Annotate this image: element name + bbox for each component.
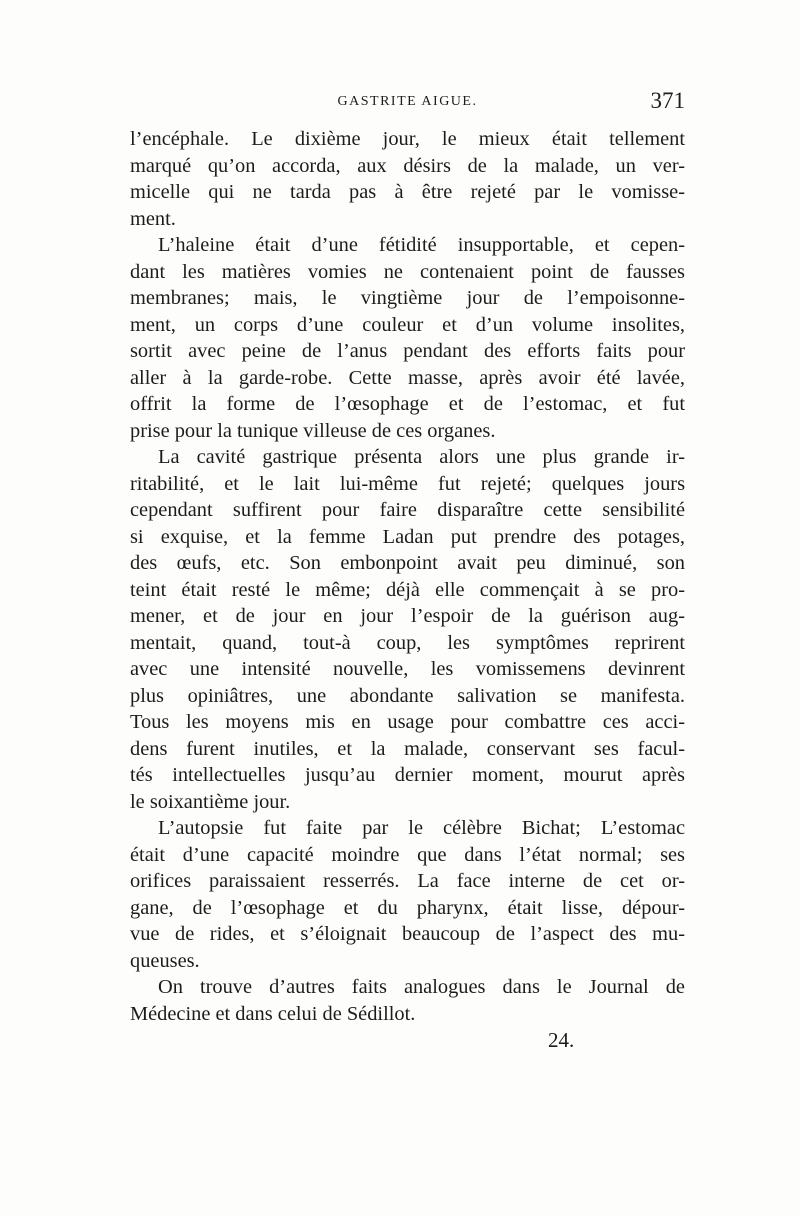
text-line: tés intellectuelles jusqu’au dernier moment, mourut après <box>130 764 685 786</box>
paragraph-text <box>130 126 685 1027</box>
text-line: Tous les moyens mis en usage pour combattre ces acci- <box>130 711 685 733</box>
text-line: ment, un corps d’une couleur et d’un volume insolites, <box>130 313 685 336</box>
text-line: ment. <box>130 207 176 230</box>
text-line: queuses. <box>130 949 200 972</box>
text-line: des œufs, etc. Son embonpoint avait peu diminué, son <box>130 552 685 574</box>
text-line: aller à la garde-robe. Cette masse, après avoir été lavée, <box>130 366 685 389</box>
text-line: L’haleine était d’une fétidité insupportable, et cepen- <box>158 234 685 256</box>
text-line: On trouve d’autres faits analogues dans le Journal de <box>158 976 685 998</box>
text-line: micelle qui ne tarda pas à être rejeté par le vomisse- <box>130 181 685 203</box>
page-header <box>130 88 685 120</box>
text-line: plus opiniâtres, une abondante salivation se manifesta. <box>130 684 685 707</box>
text-line: La cavité gastrique présenta alors une plus grande ir- <box>158 446 685 468</box>
text-line: dant les matières vomies ne contenaient point de fausses <box>130 260 685 283</box>
text-line: prise pour la tunique villeuse de ces organes. <box>130 419 496 442</box>
text-line: l’encéphale. Le dixième jour, le mieux était tellement <box>130 128 685 150</box>
text-line: le soixantième jour. <box>130 790 291 813</box>
text-line: gane, de l’œsophage et du pharynx, était lisse, dépour- <box>130 896 685 919</box>
text-line: membranes; mais, le vingtième jour de l’empoisonne- <box>130 287 685 309</box>
text-line: Médecine et dans celui de Sédillot. <box>130 1002 416 1025</box>
text-line: teint était resté le même; déjà elle commençait à se pro- <box>130 578 685 601</box>
text-line: avec une intensité nouvelle, les vomissemens devinrent <box>130 658 685 680</box>
body-text <box>130 126 685 1027</box>
text-line: marqué qu’on accorda, aux désirs de la malade, un ver- <box>130 154 685 177</box>
text-line: mener, et de jour en jour l’espoir de la guérison aug- <box>130 605 685 627</box>
text-line: offrit la forme de l’œsophage et de l’estomac, et fut <box>130 393 685 415</box>
running-title: GASTRITE AIGUE. <box>337 94 478 109</box>
text-line: si exquise, et la femme Ladan put prendre des potages, <box>130 525 685 548</box>
text-line: cependant suffirent pour faire disparaître cette sensibilité <box>130 499 685 521</box>
text-line: mentait, quand, tout-à coup, les symptômes reprirent <box>130 631 685 654</box>
text-line: orifices paraissaient resserrés. La face interne de cet or- <box>130 870 685 892</box>
signature-mark: 24. <box>548 1028 575 1052</box>
page-number: 371 <box>650 88 685 113</box>
text-line: sortit avec peine de l’anus pendant des efforts faits pour <box>130 340 685 362</box>
text-line: était d’une capacité moindre que dans l’état normal; ses <box>130 843 685 866</box>
text-line: ritabilité, et le lait lui-même fut rejeté; quelques jours <box>130 472 685 495</box>
text-line: dens furent inutiles, et la malade, conservant ses facul- <box>130 737 685 760</box>
text-line: vue de rides, et s’éloignait beaucoup de l’aspect des mu- <box>130 923 685 945</box>
text-line: L’autopsie fut faite par le célèbre Bichat; L’estomac <box>158 817 685 839</box>
